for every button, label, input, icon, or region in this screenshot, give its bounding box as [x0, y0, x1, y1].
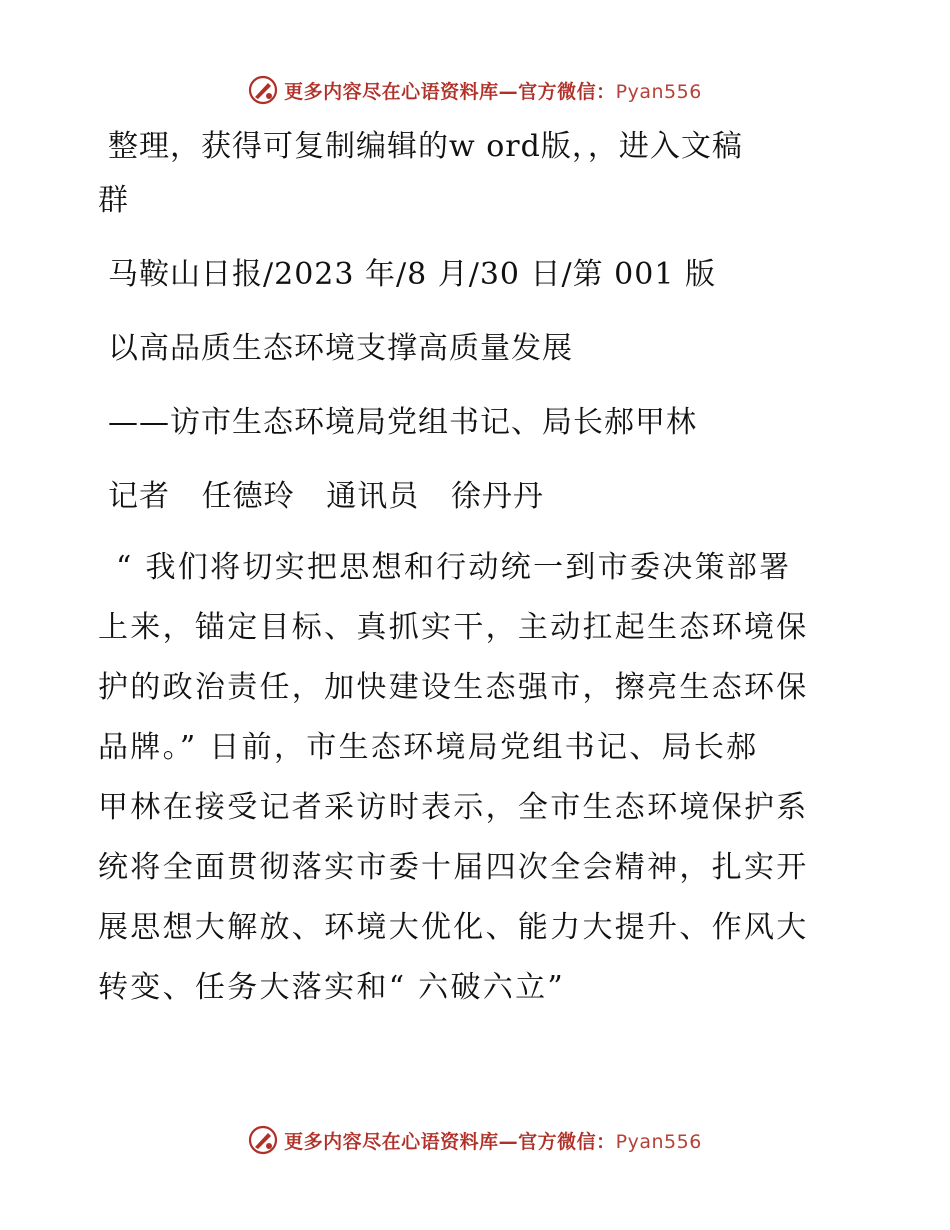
watermark-text: 更多内容尽在心语资料库—官方微信：Pyan556: [284, 1130, 702, 1153]
header-watermark: [0, 70, 950, 110]
footer-watermark: [0, 1120, 950, 1160]
paragraph-line: 展思想大解放、环境大优化、能力大提升、作风大: [98, 910, 809, 945]
quill-logo-icon: [248, 75, 278, 105]
intro-line: 整理，获得可复制编辑的w ord版，，进入文稿: [108, 129, 743, 164]
paragraph-line: 转变、任务大落实和“ 六破六立”: [98, 970, 566, 1005]
paragraph-line: 护的政治责任，加快建设生态强市，擦亮生态环保: [98, 670, 809, 705]
paragraph-line: 品牌。” 日前，市生态环境局党组书记、局长郝: [98, 730, 759, 765]
paragraph-line: 统将全面贯彻落实市委十届四次全会精神，扎实开: [98, 850, 809, 885]
paragraph-line: 上来，锚定目标、真抓实干，主动扛起生态环境保: [98, 610, 809, 645]
article-title: 以高品质生态环境支撑高质量发展: [108, 331, 573, 366]
article-paragraph: [98, 538, 853, 1018]
paragraph-line: “ 我们将切实把思想和行动统一到市委决策部署: [116, 550, 792, 585]
paragraph-line: 甲林在接受记者采访时表示，全市生态环境保护系: [98, 790, 809, 825]
quill-logo-icon: [248, 1125, 278, 1155]
source-line: 马鞍山日报/2023 年/8 月/30 日/第 001 版: [108, 257, 716, 292]
watermark-text: 更多内容尽在心语资料库—官方微信：Pyan556: [284, 80, 702, 103]
article-subtitle: ——访市生态环境局党组书记、局长郝甲林: [108, 405, 697, 440]
intro-line-cont: 群: [98, 183, 129, 218]
byline: 记者 任德玲 通讯员 徐丹丹: [108, 479, 544, 514]
document-body: [98, 120, 853, 1018]
